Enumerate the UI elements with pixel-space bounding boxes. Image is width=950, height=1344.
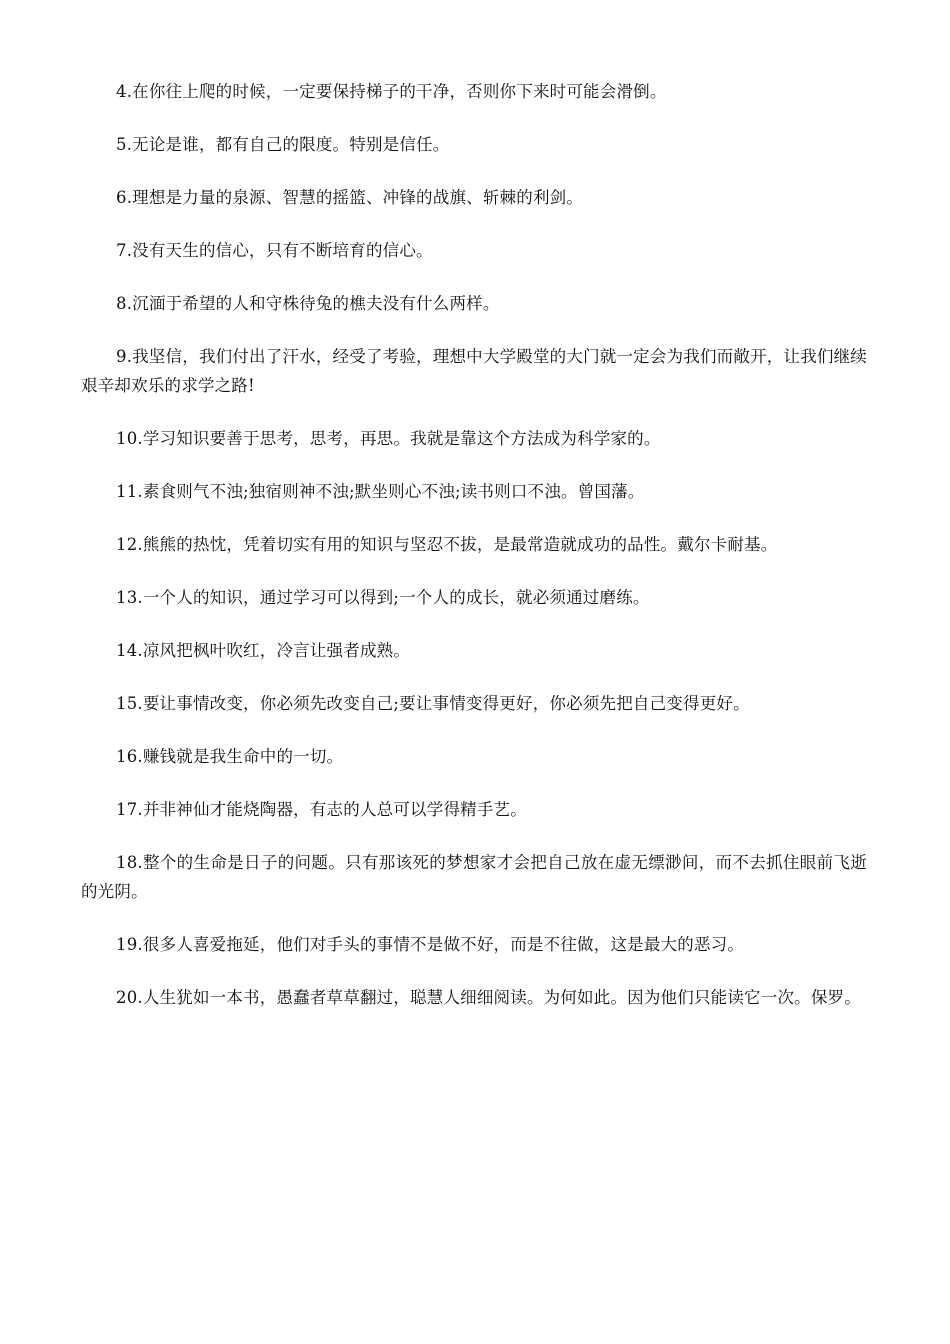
quote-item-15: 15.要让事情改变，你必须先改变自己;要让事情变得更好，你必须先把自己变得更好。 [116, 694, 750, 713]
quote-item-12: 12.熊熊的热忱，凭着切实有用的知识与坚忍不拔，是最常造就成功的品性。戴尔卡耐基。 [116, 535, 778, 554]
quote-list [81, 77, 867, 1036]
quote-item-8: 8.沉湎于希望的人和守株待兔的樵夫没有什么两样。 [116, 294, 500, 313]
quote-item-14: 14.凉风把枫叶吹红，冷言让强者成熟。 [116, 641, 411, 660]
quote-item-9: 9.我坚信，我们付出了汗水，经受了考验，理想中大学殿堂的大门就一定会为我们而敞开，让我们继续艰辛却欢乐的求学之路! [81, 347, 867, 395]
quote-item-11: 11.素食则气不浊;独宿则神不浊;默坐则心不浊;读书则口不浊。曾国藩。 [116, 482, 645, 501]
quote-item-16: 16.赚钱就是我生命中的一切。 [116, 747, 344, 766]
quote-item-17: 17.并非神仙才能烧陶器，有志的人总可以学得精手艺。 [116, 800, 527, 819]
quote-item-4: 4.在你往上爬的时候，一定要保持梯子的干净，否则你下来时可能会滑倒。 [116, 82, 667, 101]
quote-item-18: 18.整个的生命是日子的问题。只有那该死的梦想家才会把自己放在虚无缥渺间，而不去抓住眼前飞逝的光阴。 [81, 853, 867, 901]
quote-item-6: 6.理想是力量的泉源、智慧的摇篮、冲锋的战旗、斩棘的利剑。 [116, 188, 584, 207]
quote-item-7: 7.没有天生的信心，只有不断培育的信心。 [116, 241, 433, 260]
quote-item-10: 10.学习知识要善于思考，思考，再思。我就是靠这个方法成为科学家的。 [116, 429, 661, 448]
quote-item-5: 5.无论是谁，都有自己的限度。特别是信任。 [116, 135, 450, 154]
quote-item-13: 13.一个人的知识，通过学习可以得到;一个人的成长，就必须通过磨练。 [116, 588, 650, 607]
quote-item-20: 20.人生犹如一本书，愚蠢者草草翻过，聪慧人细细阅读。为何如此。因为他们只能读它一次。保罗。 [116, 988, 861, 1007]
quote-item-19: 19.很多人喜爱拖延，他们对手头的事情不是做不好，而是不往做，这是最大的恶习。 [116, 935, 745, 954]
